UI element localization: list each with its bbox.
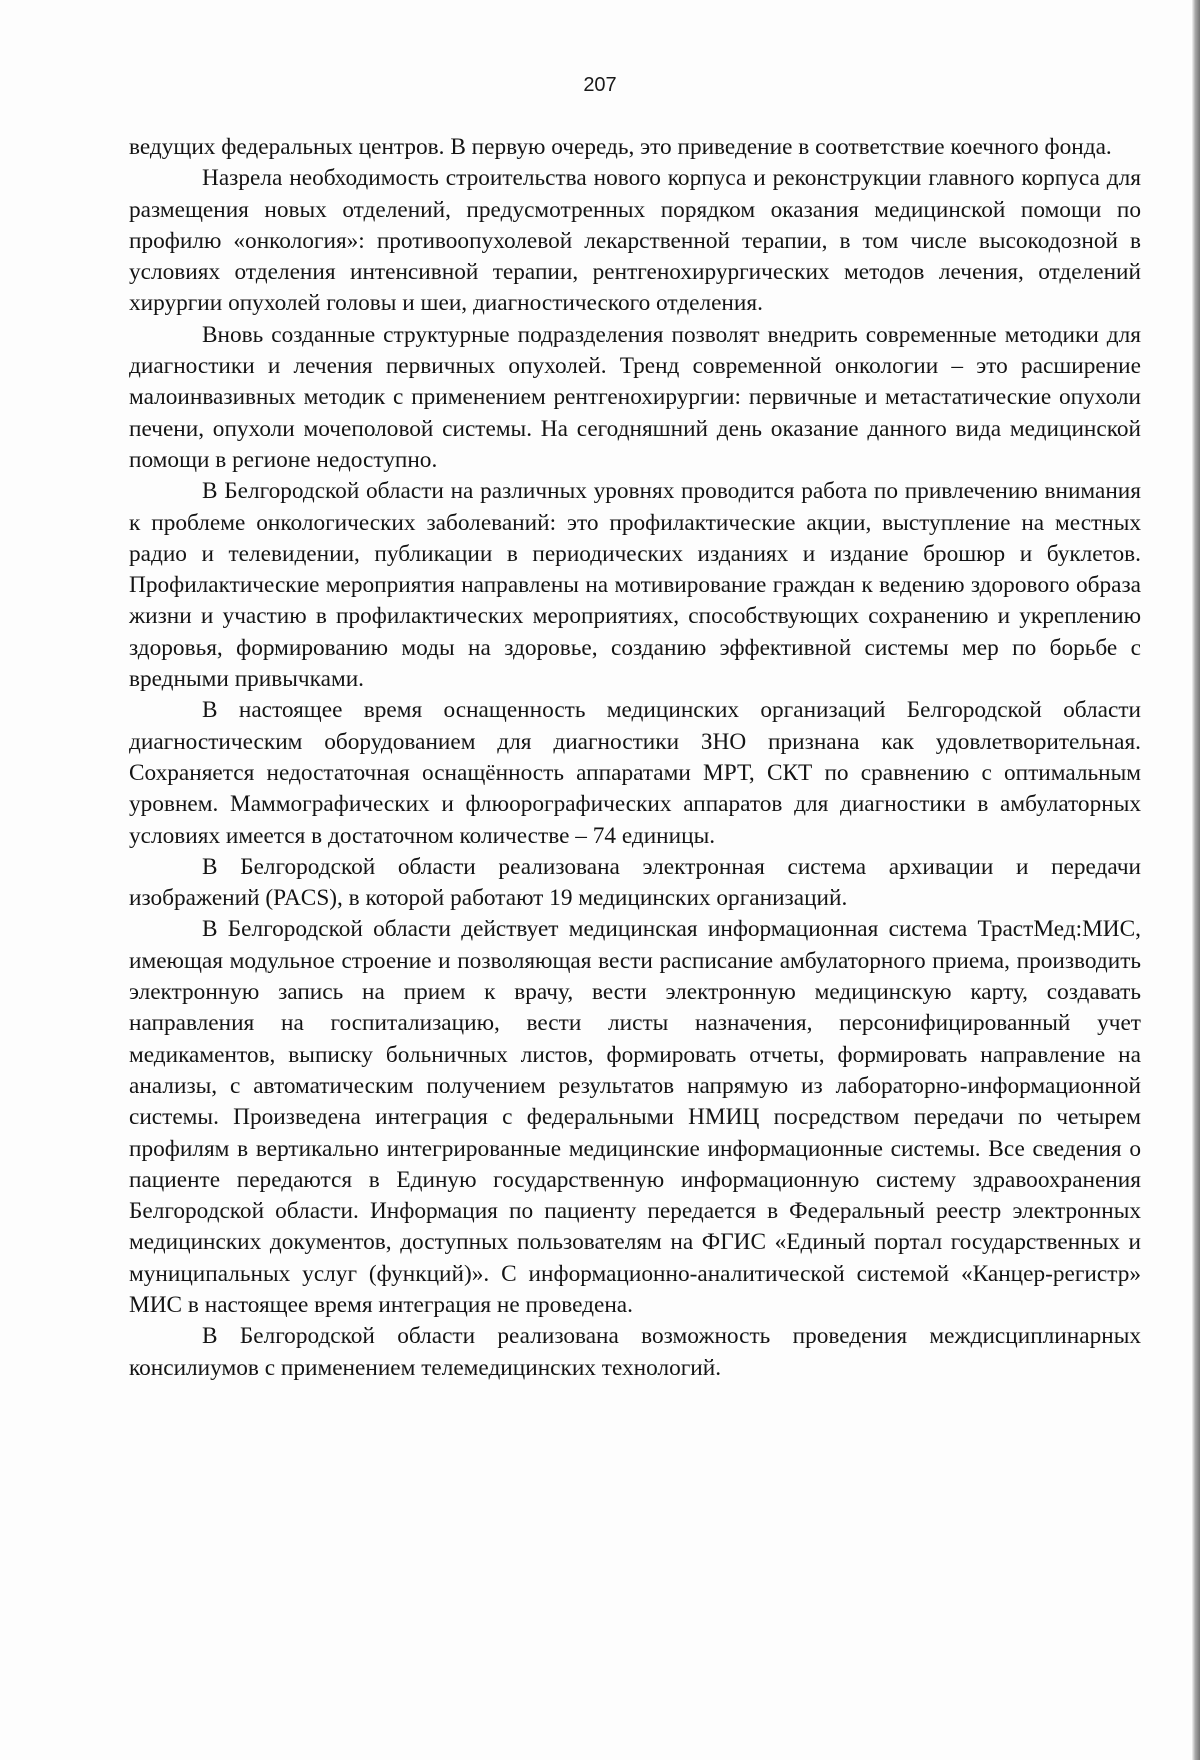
paragraph: ведущих федеральных центров. В первую очередь, это приведение в соответствие коечного фонда. bbox=[129, 134, 1112, 160]
page-number: 207 bbox=[583, 74, 617, 96]
paragraph: В Белгородской области реализована возможность проведения междисциплинарных консилиумов с применением телемедицинских технологий. bbox=[129, 1323, 1141, 1381]
paragraph: В настоящее время оснащенность медицинских организаций Белгородской области диагностическим оборудованием для диагностики ЗНО признана как удовлетворительная. Сохраняется недостаточная оснащённость аппаратами МРТ, СКТ по сравнению с оптимальным уровнем. Маммографических и флюорографических аппаратов для диагностики в амбулаторных условиях имеется в достаточном количестве – 74 единицы. bbox=[129, 697, 1141, 849]
paragraph: Вновь созданные структурные подразделения позволят внедрить современные методики для диагностики и лечения первичных опухолей. Тренд современной онкологии – это расширение малоинвазивных методик с применением рентгенохирургии: первичные и метастатические опухоли печени, опухоли мочеполовой системы. На сегодняшний день оказание данного вида медицинской помощи в регионе недоступно. bbox=[129, 321, 1141, 473]
paragraph: В Белгородской области действует медицинская информационная система ТрастМед:МИС, имеющая модульное строение и позволяющая вести расписание амбулаторного приема, производить электронную запись на прием к врачу, вести электронную медицинскую карту, создавать направления на госпитализацию, вести листы назначения, персонифицированный учет медикаментов, выписку больничных листов, формировать отчеты, формировать направление на анализы, с автоматическим получением результатов напрямую из лабораторно-информационной системы. Произведена интеграция с федеральными НМИЦ посредством передачи по четырем профилям в вертикально интегрированные медицинские информационные системы. Все сведения о пациенте передаются в Единую государственную информационную систему здравоохранения Белгородской области. Информация по пациенту передается в Федеральный реестр электронных медицинских документов, доступных пользователям на ФГИС «Единый портал государственных и муниципальных услуг (функций)». С информационно-аналитической системой «Канцер-регистр» МИС в настоящее время интеграция не проведена. bbox=[129, 916, 1141, 1318]
body-text bbox=[129, 132, 1141, 1384]
paragraph: В Белгородской области на различных уровнях проводится работа по привлечению внимания к проблеме онкологических заболеваний: это профилактические акции, выступление на местных радио и телевидении, публикации в периодических изданиях и издание брошюр и буклетов. Профилактические мероприятия направлены на мотивирование граждан к ведению здорового образа жизни и участию в профилактических мероприятиях, способствующих сохранению и укреплению здоровья, формированию моды на здоровье, созданию эффективной системы мер по борьбе с вредными привычками. bbox=[129, 478, 1141, 693]
paragraph: В Белгородской области реализована электронная система архивации и передачи изображений (PACS), в которой работают 19 медицинских организаций. bbox=[129, 853, 1141, 912]
scan-edge-shadow bbox=[1192, 0, 1200, 1760]
paragraph: Назрела необходимость строительства нового корпуса и реконструкции главного корпуса для размещения новых отделений, предусмотренных порядком оказания медицинской помощи по профилю «онкология»: противоопухолевой лекарственной терапии, в том числе высокодозной в условиях отделения интенсивной терапии, рентгенохирургических методов лечения, отделений хирургии опухолей головы и шеи, диагностического отделения. bbox=[129, 165, 1141, 317]
